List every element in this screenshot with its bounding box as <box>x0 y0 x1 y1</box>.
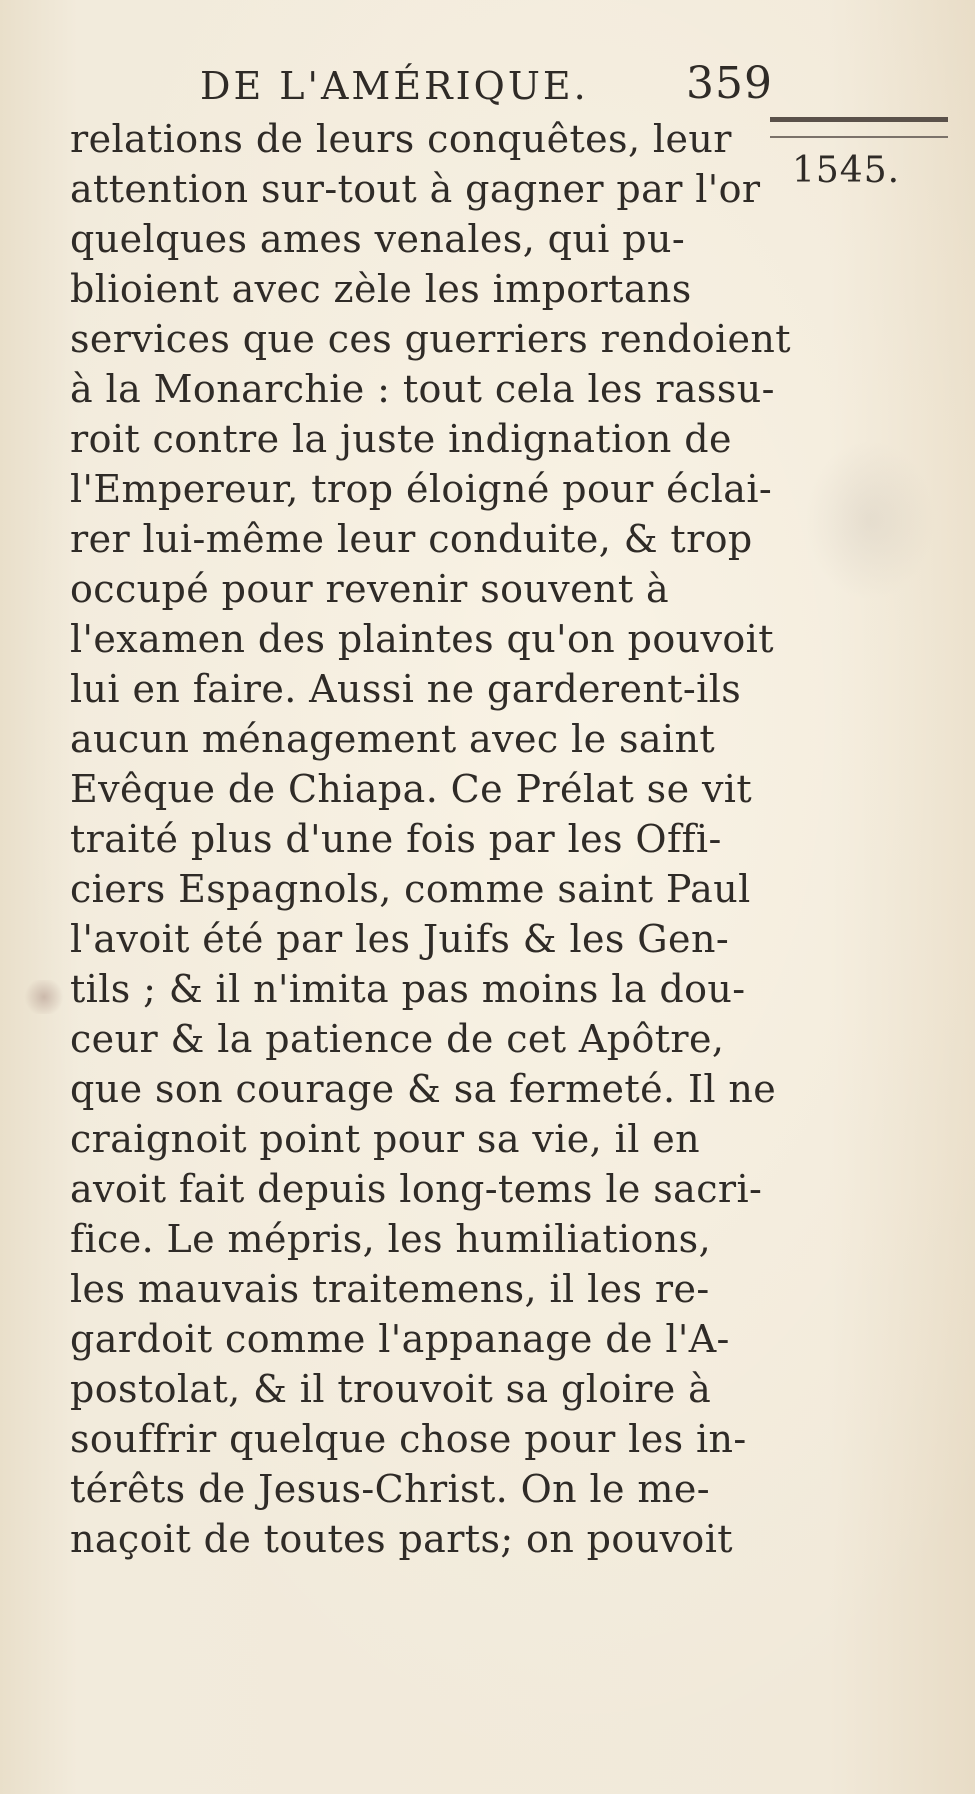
text-line: postolat, & il trouvoit sa gloire à <box>70 1367 712 1411</box>
text-line: l'Empereur, trop éloigné pour éclai- <box>70 467 773 511</box>
running-title: DE L'AMÉRIQUE. <box>200 64 589 108</box>
text-line: blioient avec zèle les importans <box>70 267 692 311</box>
text-line: fice. Le mépris, les humiliations, <box>70 1217 712 1261</box>
text-line: rer lui-même leur conduite, & trop <box>70 517 753 561</box>
text-line: à la Monarchie : tout cela les rassu- <box>70 367 775 411</box>
margin-rule <box>770 117 948 138</box>
body-text <box>70 114 791 1564</box>
stain-mark <box>22 980 66 1014</box>
text-line: térêts de Jesus-Christ. On le me- <box>70 1467 710 1511</box>
text-line: que son courage & sa fermeté. Il ne <box>70 1067 777 1111</box>
text-line: naçoit de toutes parts; on pouvoit <box>70 1517 733 1561</box>
text-line: souffrir quelque chose pour les in- <box>70 1417 747 1461</box>
show-through-bleed <box>805 440 935 600</box>
text-line: roit contre la juste indignation de <box>70 417 732 461</box>
text-line: gardoit comme l'appanage de l'A- <box>70 1317 730 1361</box>
margin-year: 1545. <box>792 150 901 191</box>
text-line: craignoit point pour sa vie, il en <box>70 1117 700 1161</box>
text-line: attention sur-tout à gagner par l'or <box>70 167 761 211</box>
text-line: ceur & la patience de cet Apôtre, <box>70 1017 725 1061</box>
text-line: avoit fait depuis long-tems le sacri- <box>70 1167 763 1211</box>
running-header <box>200 58 780 118</box>
text-line: lui en faire. Aussi ne garderent-ils <box>70 667 742 711</box>
text-line: l'avoit été par les Juifs & les Gen- <box>70 917 730 961</box>
text-line: ciers Espagnols, comme saint Paul <box>70 867 751 911</box>
text-line: tils ; & il n'imita pas moins la dou- <box>70 967 746 1011</box>
text-line: les mauvais traitemens, il les re- <box>70 1267 710 1311</box>
text-line: services que ces guerriers rendoient <box>70 317 791 361</box>
text-line: l'examen des plaintes qu'on pouvoit <box>70 617 774 661</box>
text-line: Evêque de Chiapa. Ce Prélat se vit <box>70 767 753 811</box>
text-line: relations de leurs conquêtes, leur <box>70 117 732 161</box>
text-line: occupé pour revenir souvent à <box>70 567 670 611</box>
text-line: traité plus d'une fois par les Offi- <box>70 817 722 861</box>
text-line: aucun ménagement avec le saint <box>70 717 715 761</box>
text-line: quelques ames venales, qui pu- <box>70 217 686 261</box>
page-number: 359 <box>686 58 773 109</box>
